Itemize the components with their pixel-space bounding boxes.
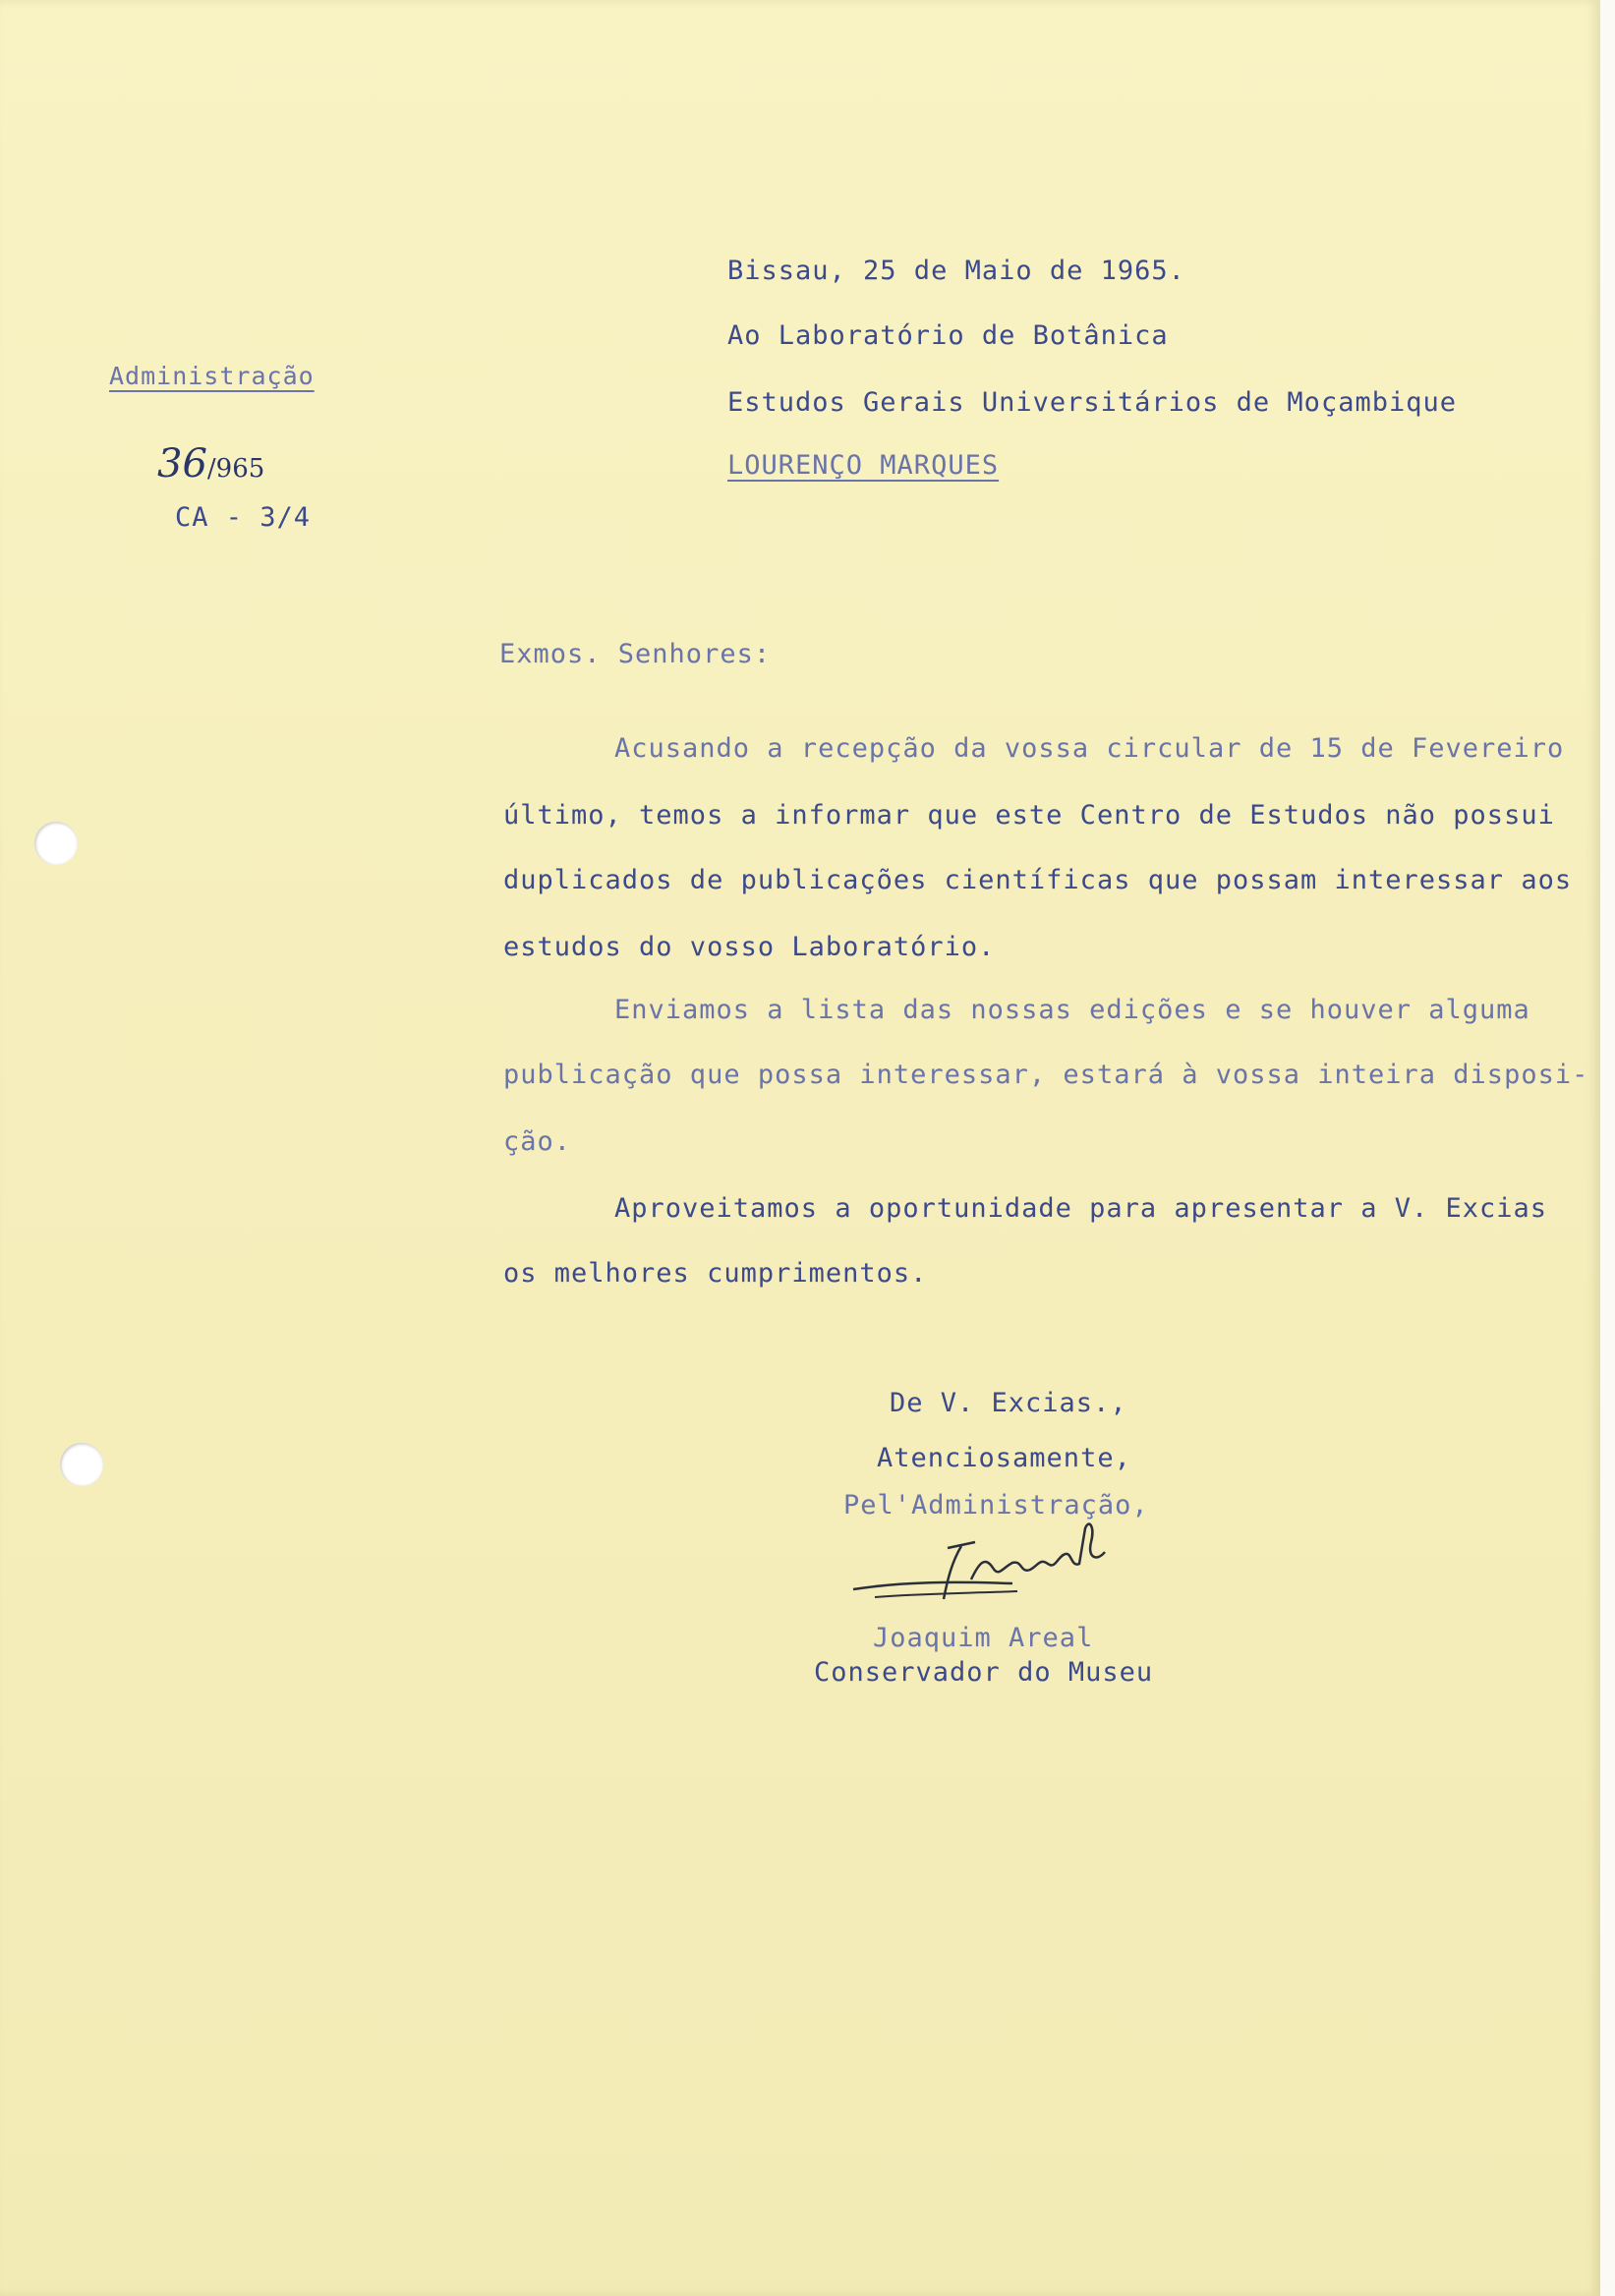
punch-hole-bottom <box>60 1443 103 1486</box>
closing-line-2: Atenciosamente, <box>877 1443 1131 1473</box>
reference-number-handwritten: 36 <box>157 441 207 487</box>
body-p2-line1: Enviamos a lista das nossas edições e se houver alguma <box>614 995 1530 1025</box>
place-date: Bissau, 25 de Maio de 1965. <box>727 256 1185 286</box>
body-p1-line4: estudos do vosso Laboratório. <box>503 932 996 962</box>
salutation: Exmos. Senhores: <box>499 639 772 669</box>
reference-number <box>157 441 265 487</box>
recipient-city: LOURENÇO MARQUES <box>727 450 1000 481</box>
body-p2-line2: publicação que possa interessar, estará à vossa inteira disposi- <box>503 1060 1589 1090</box>
recipient-line-1: Ao Laboratório de Botânica <box>727 320 1169 351</box>
handwritten-signature <box>845 1509 1160 1617</box>
closing-line-1: De V. Excias., <box>890 1388 1127 1418</box>
department-label: Administração <box>109 362 315 390</box>
body-p3-line1: Aproveitamos a oportunidade para apresentar a V. Excias <box>614 1193 1548 1224</box>
scan-edge <box>1600 0 1615 2296</box>
recipient-line-2: Estudos Gerais Universitários de Moçambique <box>727 387 1457 418</box>
body-p1-line3: duplicados de publicações científicas que possam interessar aos <box>503 865 1573 895</box>
body-p2-line3: ção. <box>503 1126 572 1157</box>
signatory-name: Joaquim Areal <box>873 1623 1094 1653</box>
punch-hole-top <box>34 822 78 865</box>
body-p1-line2: último, temos a informar que este Centro de Estudos não possui <box>503 800 1555 831</box>
body-p1-line1: Acusando a recepção da vossa circular de 15 de Fevereiro <box>614 733 1565 764</box>
reference-year: /965 <box>206 454 265 484</box>
body-p3-line2: os melhores cumprimentos. <box>503 1258 928 1289</box>
closing-line-3: Pel'Administração, <box>843 1490 1149 1521</box>
classification-code: CA - 3/4 <box>175 502 312 533</box>
signatory-title: Conservador do Museu <box>814 1657 1154 1688</box>
